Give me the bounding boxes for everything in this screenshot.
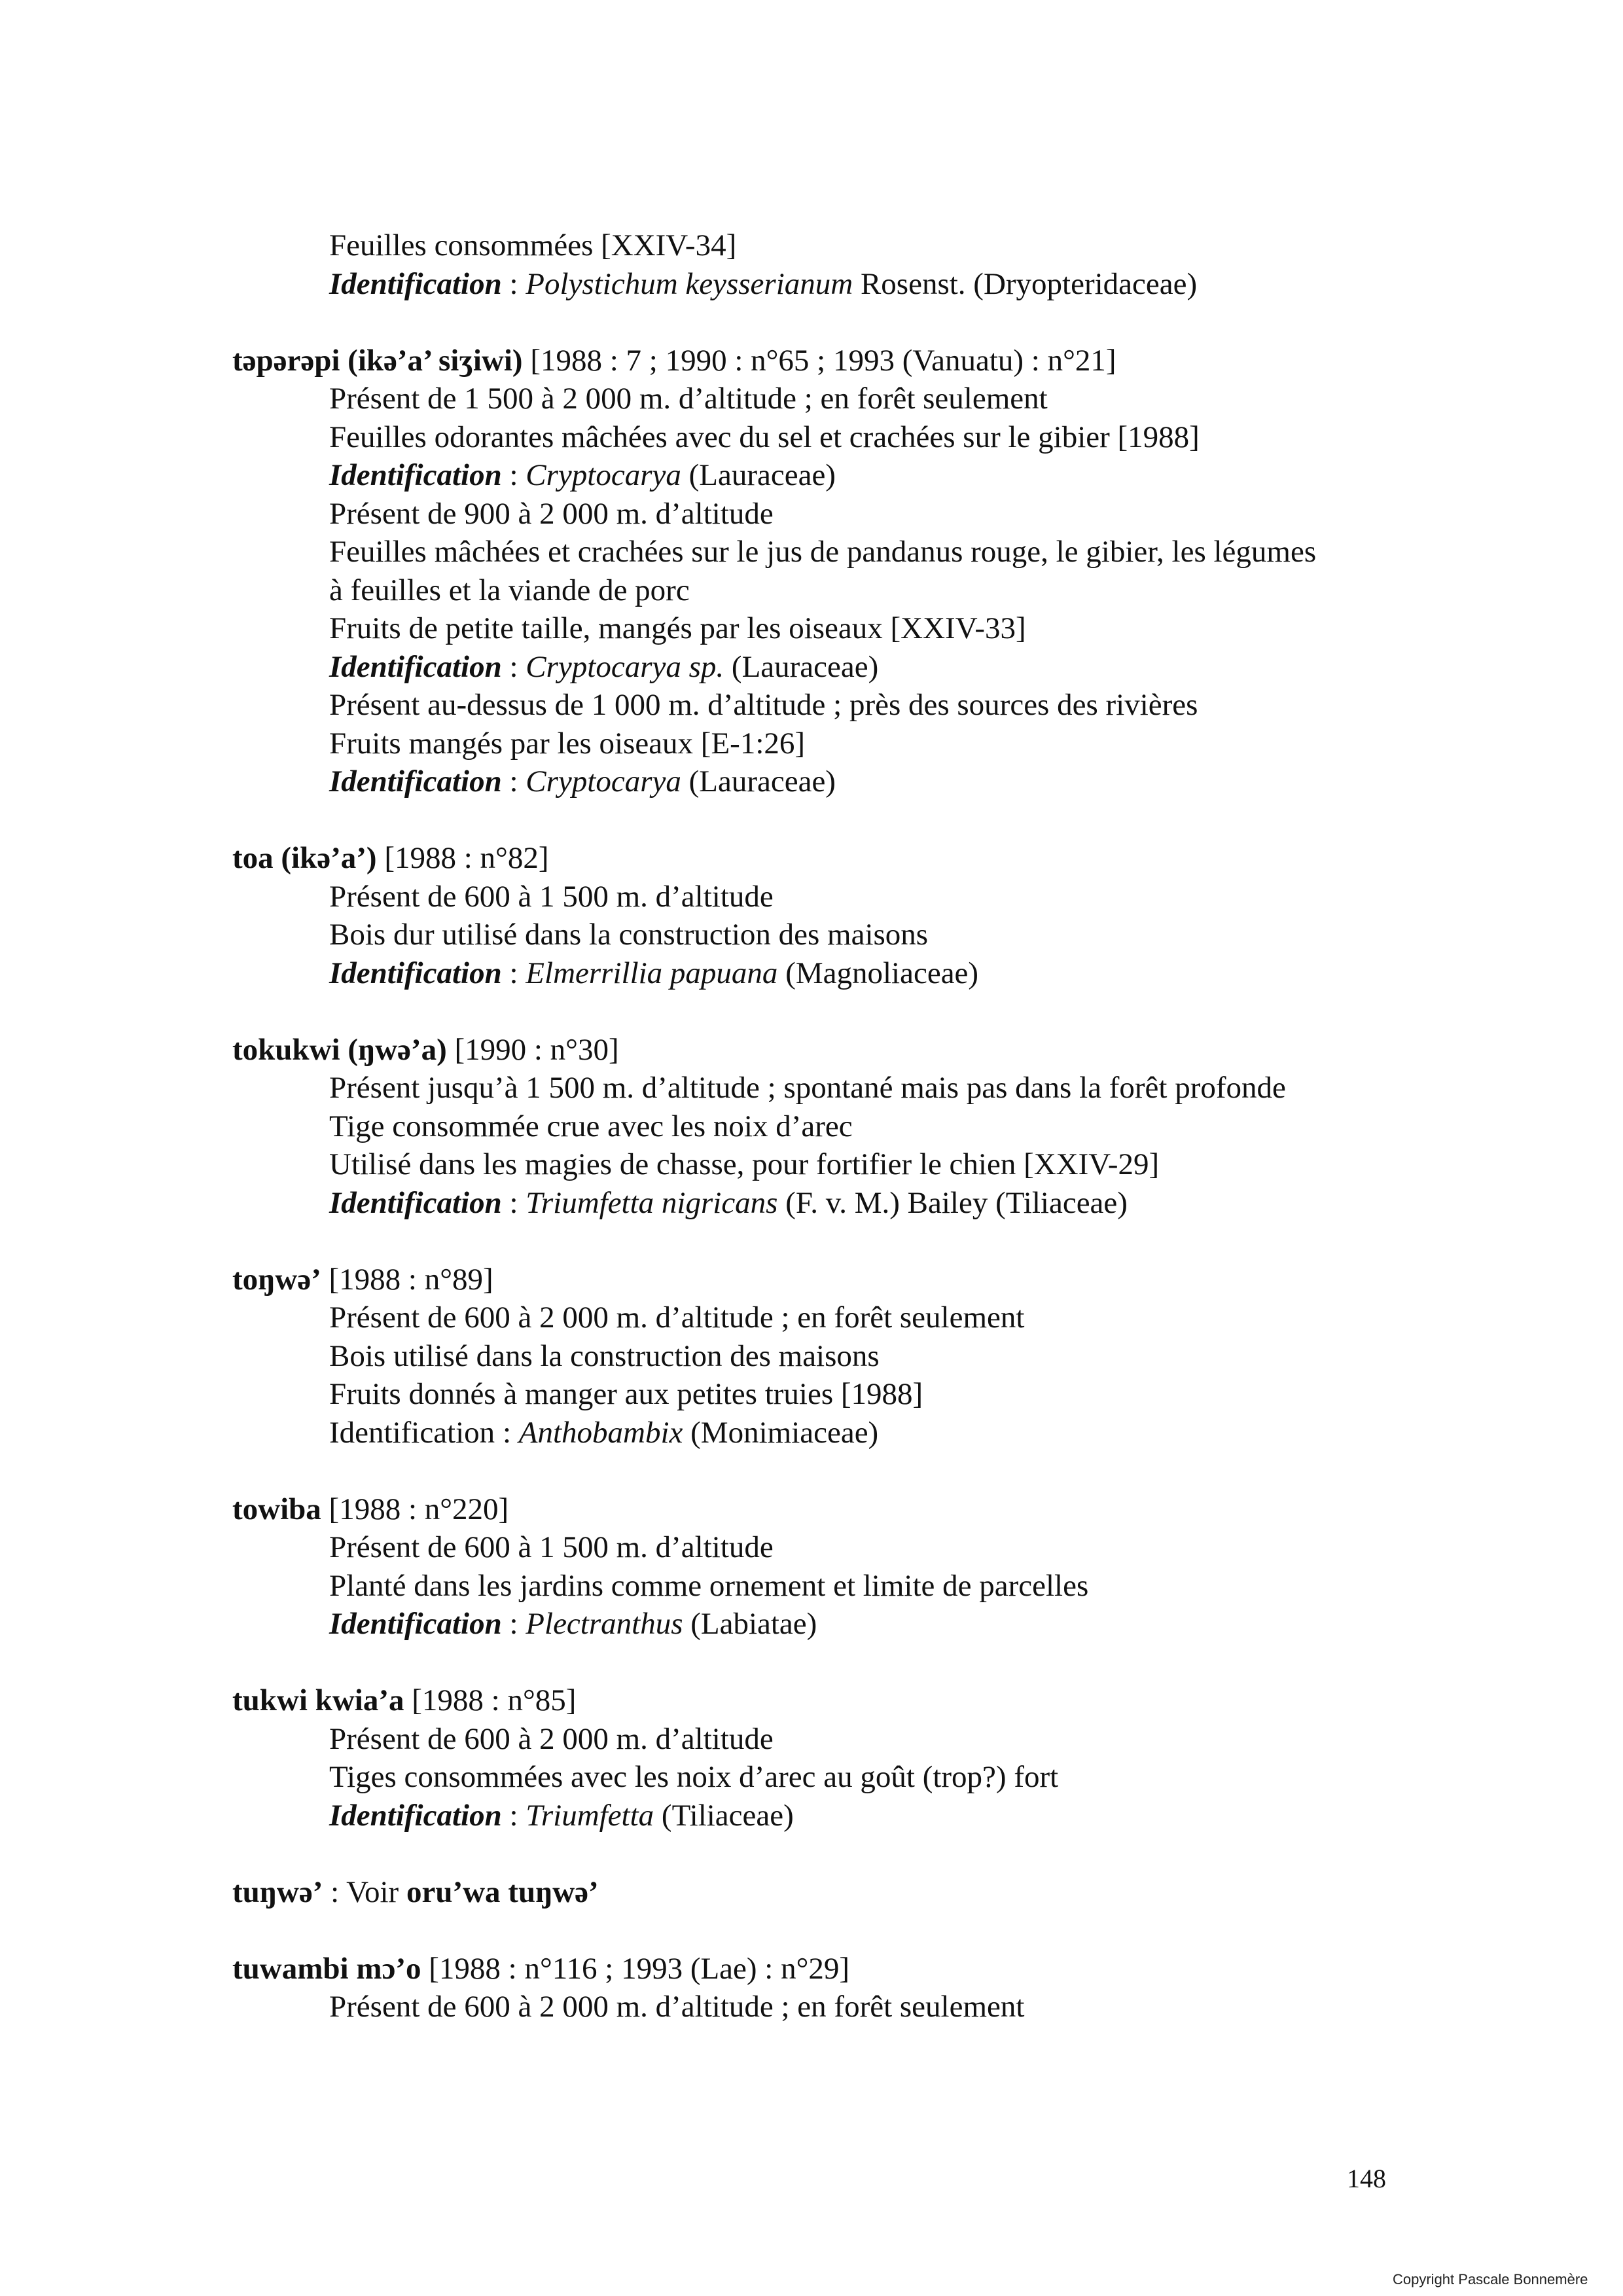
entry-reference: [1988 : 7 ; 1990 : n°65 ; 1993 (Vanuatu) : n°21] [522, 343, 1116, 378]
species-name: Cryptocarya sp. [526, 649, 724, 684]
usage-line: Fruits de petite taille, mangés par les oiseaux [XXIV-33] [329, 611, 1026, 645]
identification-line: Identification : Elmerrillia papuana (Magnoliaceae) [329, 956, 979, 990]
entry-reference: [1988 : n°89] [321, 1262, 493, 1297]
page-number: 148 [1347, 2164, 1386, 2193]
species-name: Anthobambix [518, 1415, 683, 1450]
species-name: Triumfetta nigricans [526, 1185, 778, 1220]
species-name: Elmerrillia papuana [526, 956, 778, 990]
usage-line: Utilisé dans les magies de chasse, pour fortifier le chien [XXIV-29] [329, 1147, 1160, 1181]
habitat-line: Présent de 600 à 1 500 m. d’altitude [329, 879, 774, 914]
identification-label: Identification [329, 764, 502, 798]
entry-heading [232, 1261, 1463, 1299]
headword: tukwi kwia’a [232, 1683, 404, 1717]
species-name: Polystichum keysserianum [526, 266, 853, 301]
entry-reference: [1990 : n°30] [446, 1032, 619, 1067]
identification-label: Identification [329, 1185, 502, 1220]
lexicon-text [232, 226, 1463, 2026]
identification-label: Identification [329, 1607, 502, 1641]
copyright-notice: Copyright Pascale Bonnemère [1393, 2271, 1588, 2287]
identification-line: Identification : Cryptocarya (Lauraceae) [329, 458, 836, 492]
entry-reference: [1988 : n°220] [321, 1492, 509, 1526]
habitat-line: Présent de 600 à 2 000 m. d’altitude ; en forêt seulement [329, 1990, 1025, 2024]
usage-line: Tiges consommées avec les noix d’arec au goût (trop?) fort [329, 1760, 1059, 1794]
species-name: Cryptocarya [526, 764, 681, 798]
entry-heading [232, 1490, 1463, 1529]
habitat-line: Présent de 600 à 1 500 m. d’altitude [329, 1530, 774, 1564]
habitat-line: Présent de 600 à 2 000 m. d’altitude [329, 1721, 774, 1756]
species-name: Plectranthus [526, 1607, 683, 1641]
usage-line: Feuilles consommées [XXIV-34] [329, 228, 737, 262]
identification-label: Identification [329, 649, 502, 684]
entry-reference: [1988 : n°116 ; 1993 (Lae) : n°29] [421, 1951, 850, 1986]
entry-reference: [1988 : n°82] [376, 841, 549, 875]
entry-reference: [1988 : n°85] [404, 1683, 577, 1717]
identification-line: Identification : Triumfetta (Tiliaceae) [329, 1798, 794, 1833]
usage-line: Bois utilisé dans la construction des maisons [329, 1338, 880, 1373]
identification-line: Identification : Plectranthus (Labiatae) [329, 1607, 817, 1641]
entry-heading [232, 1681, 1463, 1720]
usage-line: Fruits mangés par les oiseaux [E-1:26] [329, 726, 806, 761]
entry-heading [232, 342, 1463, 380]
headword: tuŋwə’ [232, 1874, 323, 1909]
headword: tuwambi mɔ’o [232, 1951, 421, 1986]
species-name: Cryptocarya [526, 458, 681, 492]
headword: toŋwə’ [232, 1262, 321, 1297]
identification-label: Identification [329, 956, 502, 990]
identification-label: Identification [329, 458, 502, 492]
headword: təpərəpi (ikə’a’ siʒiwi) [232, 343, 523, 378]
identification-line: Identification : Anthobambix (Monimiaceae) [329, 1415, 879, 1450]
habitat-line: Présent de 900 à 2 000 m. d’altitude [329, 496, 774, 531]
entry-heading [232, 1950, 1463, 1988]
habitat-line: Présent de 600 à 2 000 m. d’altitude ; en forêt seulement [329, 1300, 1025, 1335]
usage-line: Fruits donnés à manger aux petites truies [1988] [329, 1377, 923, 1411]
usage-line: Planté dans les jardins comme ornement et limite de parcelles [329, 1568, 1089, 1603]
headword: tokukwi (ŋwə’a) [232, 1032, 447, 1067]
entry-heading [232, 1031, 1463, 1069]
headword: towiba [232, 1492, 321, 1526]
habitat-line: Présent au-dessus de 1 000 m. d’altitude ; près des sources des rivières [329, 688, 1198, 722]
identification-line: Identification : Cryptocarya (Lauraceae) [329, 764, 836, 798]
cross-reference: oru’wa tuŋwə’ [406, 1874, 599, 1909]
identification-line: Identification : Cryptocarya sp. (Lauraceae) [329, 649, 879, 684]
habitat-line: Présent de 1 500 à 2 000 m. d’altitude ; en forêt seulement [329, 382, 1048, 416]
identification-label: Identification [329, 1415, 495, 1450]
identification-line: Identification : Polystichum keysserianum Rosenst. (Dryopteridaceae) [329, 266, 1198, 301]
usage-line: Bois dur utilisé dans la construction des maisons [329, 918, 929, 952]
identification-label: Identification [329, 266, 502, 301]
entry-heading [232, 839, 1463, 878]
identification-label: Identification [329, 1798, 502, 1833]
identification-line: Identification : Triumfetta nigricans (F. v. M.) Bailey (Tiliaceae) [329, 1185, 1128, 1220]
habitat-line: Présent jusqu’à 1 500 m. d’altitude ; spontané mais pas dans la forêt profonde [329, 1071, 1286, 1105]
entry-heading: tuŋwə’ : Voir oru’wa tuŋwə’ [232, 1874, 599, 1909]
usage-line: Feuilles odorantes mâchées avec du sel et crachées sur le gibier [1988] [329, 420, 1200, 454]
headword: toa (ikə’a’) [232, 841, 377, 875]
usage-line: Tige consommée crue avec les noix d’arec [329, 1109, 853, 1143]
usage-line: à feuilles et la viande de porc [329, 573, 690, 607]
usage-line: Feuilles mâchées et crachées sur le jus de pandanus rouge, le gibier, les légumes [329, 535, 1317, 569]
species-name: Triumfetta [526, 1798, 654, 1833]
